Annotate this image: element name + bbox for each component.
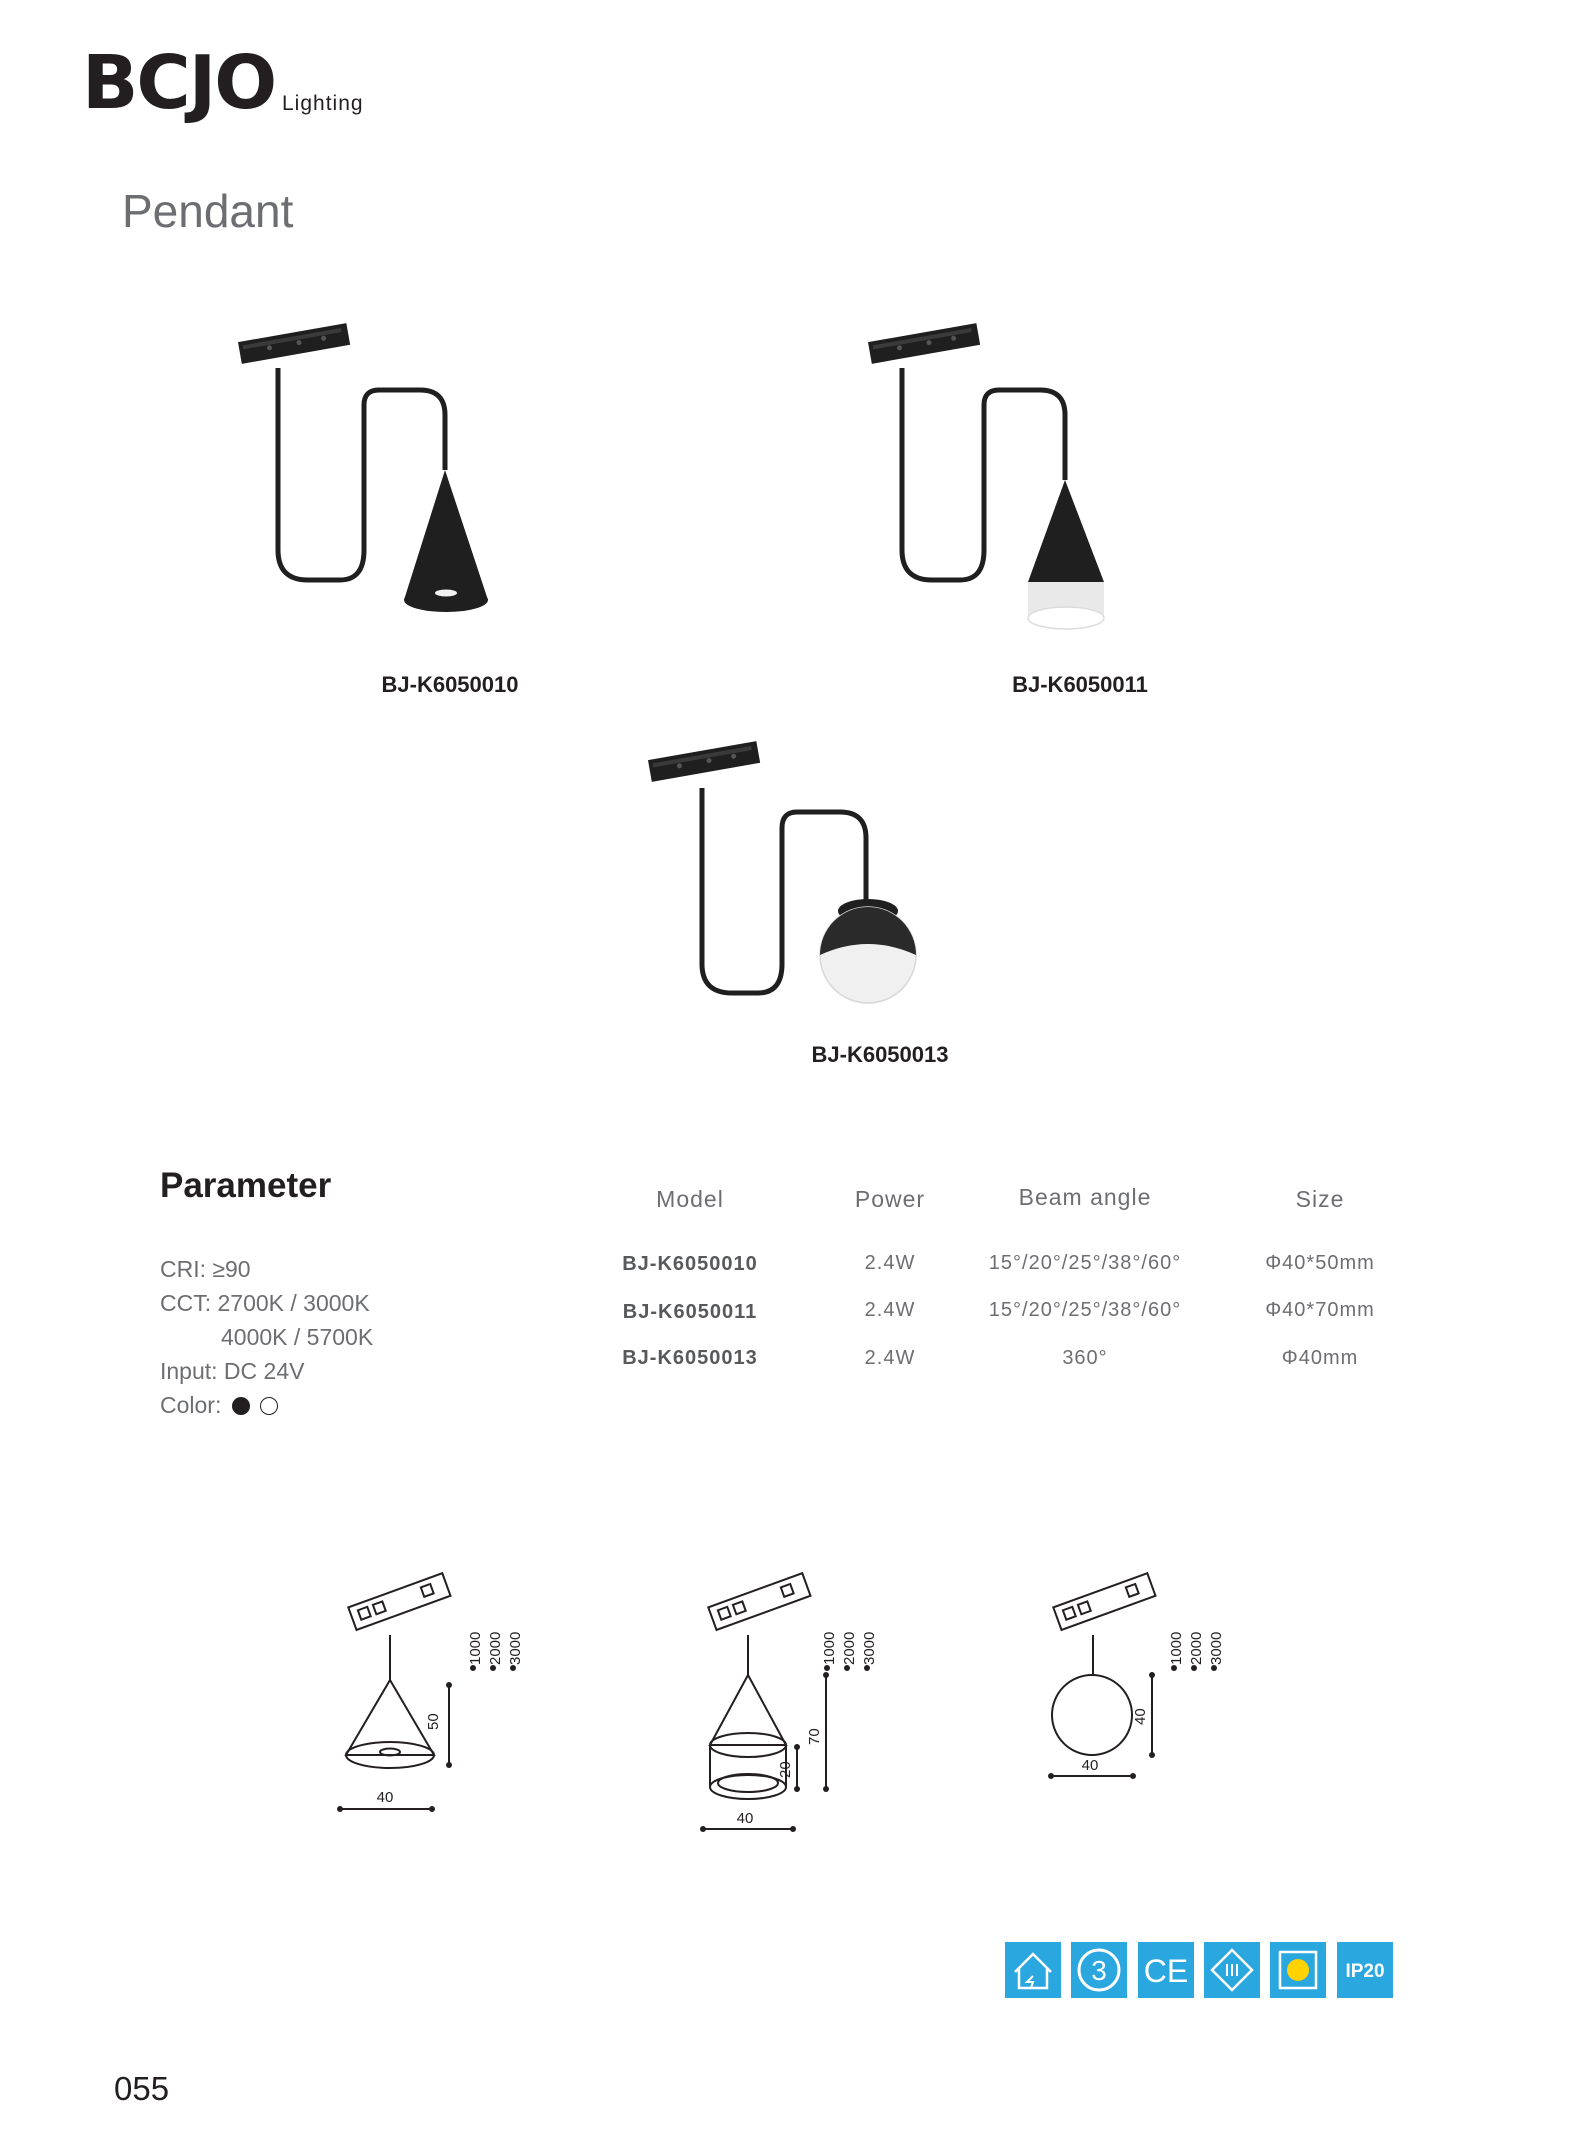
header-model: Model	[656, 1186, 724, 1212]
cable-length-3000: 3000	[861, 1631, 878, 1665]
header-power: Power	[854, 1186, 926, 1212]
table-cell: Φ40*70mm	[1265, 1299, 1375, 1321]
cct-value: CCT: 2700K / 3000K	[160, 1290, 370, 1316]
cable-length-1000: 1000	[821, 1631, 838, 1665]
class-3-icon	[1071, 1942, 1127, 1998]
dimension-lower: 20	[777, 1761, 794, 1778]
cable-length-1000: 1000	[467, 1631, 484, 1665]
color-row	[160, 1392, 278, 1419]
product-label-1: BJ-K6050010	[381, 672, 519, 697]
cct-value-2: 4000K / 5700K	[221, 1324, 374, 1350]
ip20-label: IP20	[1345, 1961, 1385, 1982]
color-swatch-black	[232, 1397, 250, 1415]
parameter-heading: Parameter	[160, 1166, 332, 1205]
dimension-height: 70	[806, 1728, 823, 1745]
indoor-use-icon	[1005, 1942, 1061, 1998]
brand-sub: Lighting	[282, 92, 364, 115]
dimension-width: 40	[1081, 1757, 1099, 1774]
technical-drawing-globe	[1035, 1565, 1265, 1825]
technical-drawing-cone	[330, 1565, 560, 1835]
product-image-cone-diffuser	[860, 310, 1160, 640]
product-image-cone-black	[230, 310, 530, 620]
color-label: Color:	[160, 1392, 222, 1418]
dimension-width: 40	[376, 1789, 394, 1806]
cable-length-3000: 3000	[507, 1631, 524, 1665]
brand-logo: BCJO	[82, 40, 276, 126]
color-swatch-white	[260, 1397, 278, 1415]
cable-length-2000: 2000	[487, 1631, 504, 1665]
table-cell: Φ40*50mm	[1265, 1252, 1375, 1274]
table-cell: BJ-K6050013	[622, 1347, 758, 1369]
cable-length-3000: 3000	[1208, 1631, 1225, 1665]
table-cell: 15°/20°/25°/38°/60°	[988, 1299, 1182, 1321]
cable-length-1000: 1000	[1168, 1631, 1185, 1665]
page-number: 055	[114, 2070, 170, 2107]
led-light-icon	[1270, 1942, 1326, 1998]
table-cell: 360°	[1062, 1347, 1108, 1369]
ce-mark-label: CE	[1143, 1953, 1189, 1989]
product-image-globe	[640, 728, 940, 1028]
table-cell: 2.4W	[864, 1347, 916, 1369]
product-label-2: BJ-K6050011	[1012, 672, 1148, 697]
cable-length-2000: 2000	[841, 1631, 858, 1665]
table-cell: BJ-K6050011	[622, 1301, 758, 1323]
header-beam: Beam angle	[1018, 1184, 1152, 1210]
cri-value: CRI: ≥90	[160, 1256, 251, 1282]
technical-drawing-cone-diffuser	[690, 1565, 920, 1855]
table-cell: 15°/20°/25°/38°/60°	[988, 1252, 1182, 1274]
ce-mark-icon	[1138, 1942, 1194, 1998]
table-cell: Φ40mm	[1281, 1347, 1359, 1369]
ip20-rating-icon	[1337, 1942, 1393, 1998]
class-3-label: 3	[1091, 1955, 1107, 1986]
cable-length-2000: 2000	[1188, 1631, 1205, 1665]
page-title: Pendant	[122, 185, 294, 237]
product-label-3: BJ-K6050013	[811, 1042, 949, 1067]
dimension-width: 40	[736, 1810, 754, 1827]
dimension-height: 50	[425, 1713, 442, 1730]
dimension-height: 40	[1132, 1708, 1149, 1725]
table-cell: 2.4W	[864, 1299, 916, 1321]
header-size: Size	[1295, 1186, 1345, 1212]
input-value: Input: DC 24V	[160, 1358, 305, 1384]
class-iii-icon	[1204, 1942, 1260, 1998]
table-cell: BJ-K6050010	[622, 1253, 758, 1275]
table-cell: 2.4W	[864, 1252, 916, 1274]
